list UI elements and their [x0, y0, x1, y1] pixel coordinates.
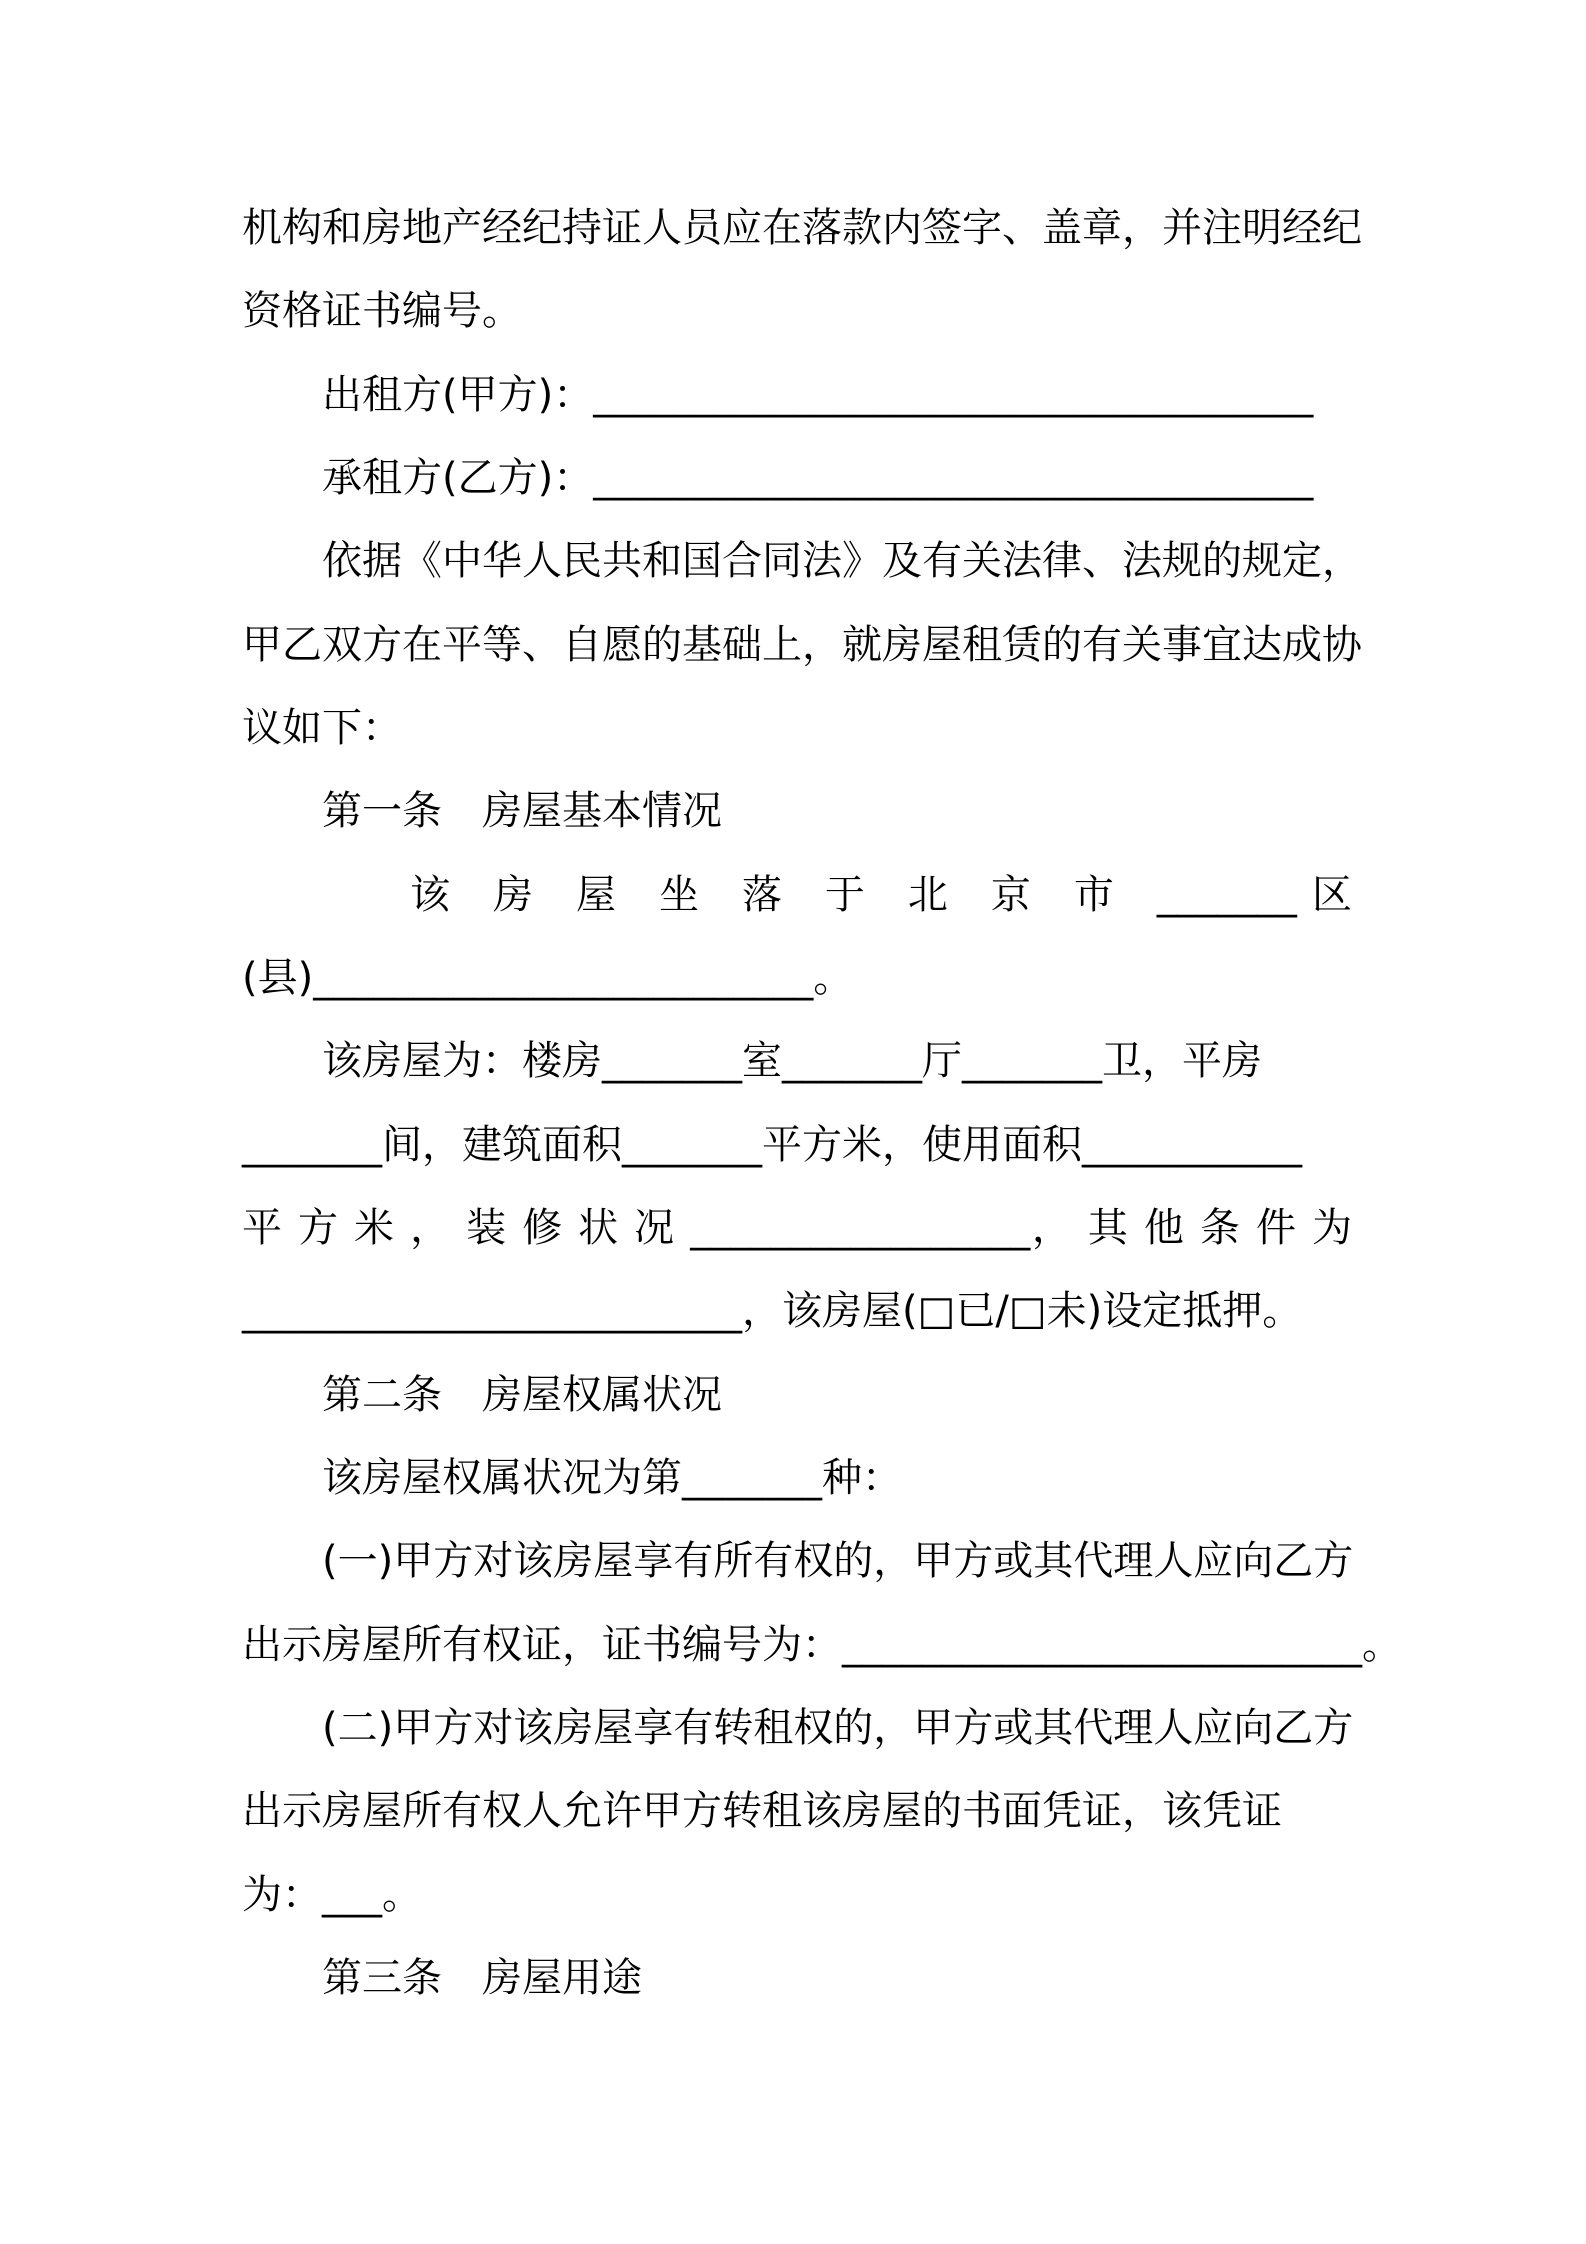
paragraph-line [0, 1110, 1586, 1180]
paragraph-line [0, 1610, 1586, 1680]
text: (一)甲方对该房屋享有所有权的，甲方或其代理人应向乙方 [322, 1538, 1354, 1584]
paragraph-line [0, 610, 1586, 680]
paragraph-line [0, 193, 1586, 263]
paragraph-line [0, 1443, 1586, 1513]
paragraph-line [0, 693, 1586, 763]
text: 议如下： [242, 705, 402, 751]
paragraph-line [0, 1026, 1586, 1096]
text: (县)_________________________。 [242, 955, 854, 1001]
lessee-field: 承租方(乙方)：____________________________________ [322, 455, 1314, 501]
paragraph-line: 平 方 米 ， 装 修 状 况 _________________， 其 他 条 件 为 [242, 1205, 1352, 1251]
text: 机构和房地产经纪持证人员应在落款内签字、盖章，并注明经纪 [242, 205, 1362, 251]
text: 依据《中华人民共和国合同法》及有关法律、法规的规定， [322, 538, 1362, 584]
paragraph-line [0, 1860, 1586, 1930]
article-heading [0, 1360, 1586, 1430]
paragraph-line [0, 1276, 1586, 1346]
lessor-line [0, 360, 1586, 430]
paragraph-line [0, 526, 1586, 596]
article-heading [0, 776, 1586, 846]
text: 甲乙双方在平等、自愿的基础上，就房屋租赁的有关事宜达成协 [242, 622, 1362, 668]
lessee-line [0, 443, 1586, 513]
text: 资格证书编号。 [242, 288, 522, 334]
text: 为：___。 [242, 1872, 422, 1918]
text: _________________________，该房屋(□已/□未)设定抵押。 [242, 1288, 1303, 1334]
paragraph-line [0, 1776, 1586, 1846]
lessor-field: 出租方(甲方)：____________________________________ [322, 372, 1314, 418]
text: (二)甲方对该房屋享有转租权的，甲方或其代理人应向乙方 [322, 1705, 1354, 1751]
text: 出示房屋所有权证，证书编号为：__________________________。 [242, 1622, 1402, 1668]
text: 该房屋权属状况为第_______种： [322, 1455, 902, 1501]
paragraph-line [0, 276, 1586, 346]
paragraph-line: 该 房 屋 坐 落 于 北 京 市 _______区 [410, 872, 1352, 918]
heading-text: 第二条 房屋权属状况 [322, 1372, 722, 1418]
heading-text: 第三条 房屋用途 [322, 1955, 642, 2001]
paragraph-line [0, 1693, 1586, 1763]
article-heading [0, 1943, 1586, 2013]
paragraph-line [0, 943, 1586, 1013]
text: _______间，建筑面积_______平方米，使用面积___________ [242, 1122, 1302, 1168]
text: 出示房屋所有权人允许甲方转租该房屋的书面凭证，该凭证 [242, 1788, 1282, 1834]
heading-text: 第一条 房屋基本情况 [322, 788, 722, 834]
text: 该房屋为：楼房_______室_______厅_______卫，平房 [322, 1038, 1262, 1084]
paragraph-line [0, 1526, 1586, 1596]
